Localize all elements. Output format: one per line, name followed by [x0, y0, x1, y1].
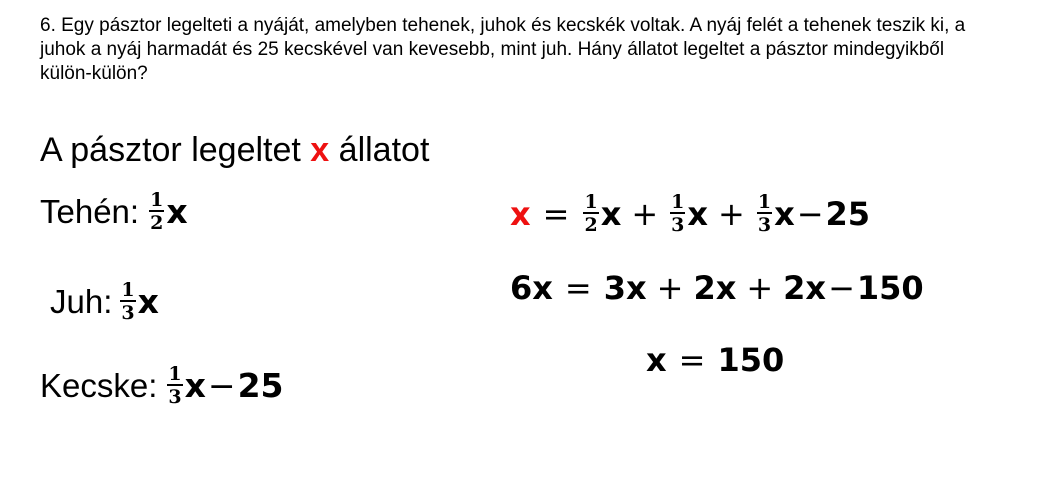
- intro-line: [40, 128, 429, 172]
- eq1-fraction-2: [670, 192, 685, 236]
- eq2-equals: =: [564, 269, 592, 307]
- eq2-plus-2: +: [746, 269, 774, 307]
- eq1-fraction-3: [757, 192, 772, 236]
- cow-fraction: [149, 190, 164, 234]
- eq3-equals: =: [678, 341, 706, 379]
- intro-variable: x: [310, 131, 330, 169]
- goat-fraction: [167, 364, 182, 408]
- cow-expression: [139, 190, 188, 234]
- equation-1: [510, 192, 870, 236]
- eq2-term-c: 2x: [783, 269, 827, 307]
- problem-statement: 6. Egy pásztor legelteti a nyáját, amelyben tehenek, juhok és kecskék voltak. A nyáj felét a tehenek teszik ki, a juhok a nyáj harmadát és 25 kecskével van kevesebb, mint juh. Hány állatot legeltet a pásztor mindegyikből külön-külön?: [40, 15, 966, 84]
- goat-label: Kecske:: [40, 367, 158, 404]
- eq1-equals: =: [542, 195, 570, 233]
- goat-minus: −: [207, 366, 236, 405]
- eq2-plus-1: +: [656, 269, 684, 307]
- equation-2: [510, 268, 924, 308]
- eq1-fraction-1: [583, 192, 598, 236]
- cow-label: Tehén:: [40, 193, 140, 230]
- cow-variable: x: [166, 192, 188, 231]
- eq1-fraction-1-numerator: 1: [584, 191, 598, 213]
- goat-constant: 25: [237, 366, 284, 405]
- eq3-rhs: 150: [717, 341, 785, 379]
- eq1-term-2-variable: x: [687, 195, 709, 233]
- cow-line: [40, 190, 188, 234]
- eq1-lhs: x: [510, 195, 531, 233]
- eq2-lhs: 6x: [510, 269, 553, 307]
- goat-fraction-numerator: 1: [168, 363, 182, 385]
- sheep-fraction-denominator: 3: [121, 302, 135, 324]
- eq1-plus-2: +: [718, 195, 745, 233]
- equation-3: [646, 340, 784, 380]
- eq1-minus: −: [796, 195, 824, 233]
- sheep-fraction: [120, 280, 135, 324]
- eq1-fraction-1-denominator: 2: [584, 214, 598, 236]
- eq1-constant: 25: [825, 195, 871, 233]
- eq1-plus-1: +: [631, 195, 659, 233]
- goat-variable: x: [184, 366, 206, 405]
- sheep-variable: x: [137, 282, 159, 321]
- eq1-term-3-variable: x: [774, 195, 795, 233]
- goat-expression: [157, 364, 283, 408]
- sheep-line: [50, 280, 159, 324]
- sheep-label: Juh:: [50, 283, 113, 320]
- eq2-term-a: 3x: [603, 269, 647, 307]
- eq2-constant: 150: [856, 269, 924, 307]
- cow-fraction-denominator: 2: [150, 212, 164, 234]
- goat-fraction-denominator: 3: [168, 386, 182, 408]
- sheep-fraction-numerator: 1: [121, 279, 135, 301]
- eq3-lhs: x: [646, 341, 667, 379]
- sheep-expression: [112, 280, 159, 324]
- intro-suffix: állatot: [338, 131, 430, 169]
- eq2-minus: −: [828, 269, 855, 307]
- eq1-fraction-2-denominator: 3: [671, 214, 685, 236]
- cow-fraction-numerator: 1: [150, 189, 164, 211]
- eq1-fraction-3-numerator: 1: [757, 191, 772, 213]
- eq1-term-1-variable: x: [600, 195, 622, 233]
- eq1-fraction-3-denominator: 3: [757, 214, 772, 236]
- goat-line: [40, 364, 284, 408]
- eq1-fraction-2-numerator: 1: [671, 191, 685, 213]
- eq2-term-b: 2x: [693, 269, 737, 307]
- intro-prefix: A pásztor legeltet: [40, 131, 301, 169]
